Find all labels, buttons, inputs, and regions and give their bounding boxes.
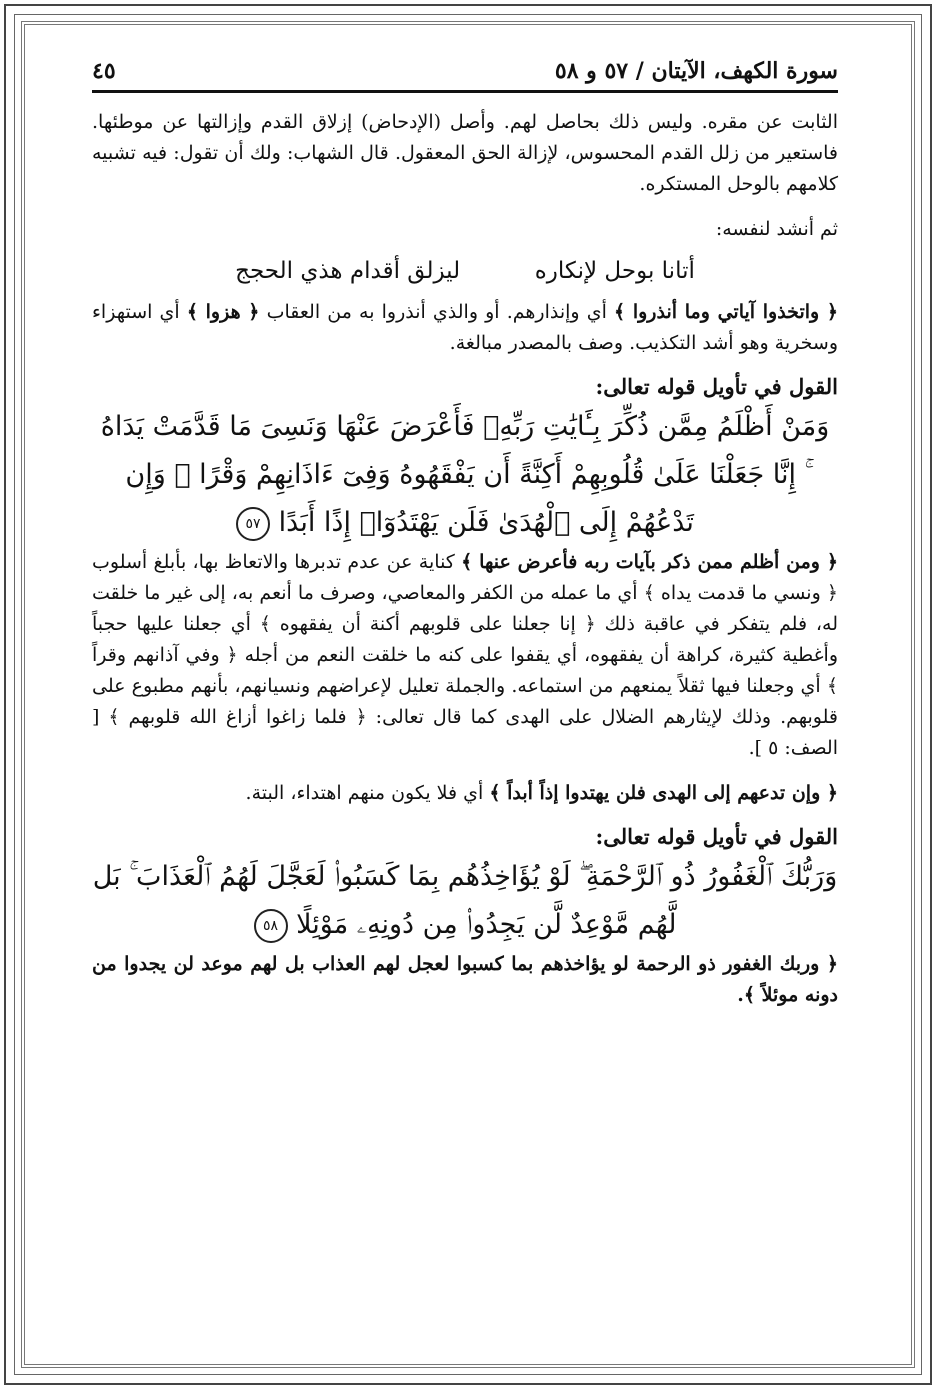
ayah-number-marker: ٥٨: [254, 909, 288, 943]
paragraph-2: ثم أنشد لنفسه:: [715, 218, 838, 240]
paragraph-5: [92, 778, 838, 809]
poetry-verse: [92, 251, 838, 291]
quran-text: وَمَنْ أَظْلَمُ مِمَّن ذُكِّرَ بِـَٔايَٰتِ رَبِّهِۦ فَأَعْرَضَ عَنْهَا وَنَسِىَ مَا قَدَّمَتْ يَدَاهُ ۚ إِنَّا جَعَلْنَا عَلَىٰ قُلُوبِهِمْ أَكِنَّةً أَن يَفْقَهُوهُ وَفِىٓ ءَاذَانِهِمْ وَقْرًا ۖ وَإِن تَدْعُهُمْ إِلَى ٱلْهُدَىٰ فَلَن يَهْتَدُوٓا۟ إِذًا أَبَدًا: [100, 411, 830, 538]
verse-second-hemistich: ليزلق أقدام هذي الحجج: [235, 258, 461, 284]
commentary-text: أي فلا يكون منهم اهتداء، البتة.: [245, 782, 484, 804]
quran-quote: ﴿ واتخذوا آياتي وما أنذروا ﴾: [614, 301, 839, 323]
commentary-text: أي وإنذارهم. أو والذي أنذروا به من العقاب: [266, 301, 607, 323]
paragraph-6: ﴿ وربك الغفور ذو الرحمة لو يؤاخذهم بما كسبوا لعجل لهم العذاب بل لهم موعد لن يجدوا من دونه موئلاً ﴾.: [92, 953, 838, 1006]
page-content: [92, 58, 838, 1358]
quran-verse-58: [92, 853, 838, 949]
section-heading: القول في تأويل قوله تعالى:: [595, 824, 838, 849]
ayah-number-marker: ٥٧: [236, 507, 270, 541]
commentary-text: أي استهزاء وسخرية وهو أشد التكذيب. وصف بالمصدر مبالغة.: [92, 301, 838, 354]
paragraph-4: [92, 547, 838, 764]
quran-quote: ﴿ هزوا ﴾: [186, 301, 260, 323]
commentary-text: كناية عن عدم تدبرها والاتعاظ بها، بأبلغ أسلوب ﴿ ونسي ما قدمت يداه ﴾ أي ما عمله من الكفر والمعاصي، وصرف ما أنعم به، إلى غير ما خلقت له، فلم يتفكر في عاقبة ذلك ﴿ إنا جعلنا على قلوبهم أكنة أن يفقهوه ﴾ أي جعلنا عليها حجباً وأغطية كثيرة، كراهة أن يفقهوه، أي يقفوا على كنه ما خلقت النعم من أجله ﴿ وفي آذانهم وقراً ﴾ أي وجعلنا فيها ثقلاً يمنعهم من استماعه. والجملة تعليل لإعراضهم ونسيانهم، بأنهم مطبوع على قلوبهم. وذلك لإيثارهم الضلال على الهدى كما قال تعالى: ﴿ فلما زاغوا أزاغ الله قلوبهم ﴾ [ الصف: ٥ ].: [92, 551, 838, 759]
paragraph-1: الثابت عن مقره. وليس ذلك بحاصل لهم. وأصل (الإدحاض) إزلاق القدم وإزالتها عن موطئها. فاستعير من زلل القدم المحسوس، لإزالة الحق المعقول. قال الشهاب: ولك أن تقول: فيه تشبيه كلامهم بالوحل المستكره.: [92, 111, 838, 195]
paragraph-3: [92, 297, 838, 359]
section-heading: القول في تأويل قوله تعالى:: [595, 374, 838, 399]
quran-quote: ﴿ ومن أظلم ممن ذكر بآيات ربه فأعرض عنها ﴾: [461, 551, 838, 573]
quran-text: وَرَبُّكَ ٱلْغَفُورُ ذُو ٱلرَّحْمَةِ ۖ لَوْ يُؤَاخِذُهُم بِمَا كَسَبُوا۟ لَعَجَّلَ لَهُمُ ٱلْعَذَابَ ۚ بَل لَّهُم مَّوْعِدٌ لَّن يَجِدُوا۟ مِن دُونِهِۦ مَوْئِلًا: [92, 861, 838, 940]
running-title: سورة الكهف، الآيتان / ٥٧ و ٥٨: [554, 58, 838, 84]
quran-quote: ﴿ وإن تدعهم إلى الهدى فلن يهتدوا إذاً أبداً ﴾: [489, 782, 838, 804]
page-number: ٤٥: [92, 58, 116, 84]
verse-first-hemistich: أتانا بوحل لإنكاره: [534, 258, 695, 284]
quran-verse-57: [92, 403, 838, 547]
page-header: [92, 58, 838, 93]
